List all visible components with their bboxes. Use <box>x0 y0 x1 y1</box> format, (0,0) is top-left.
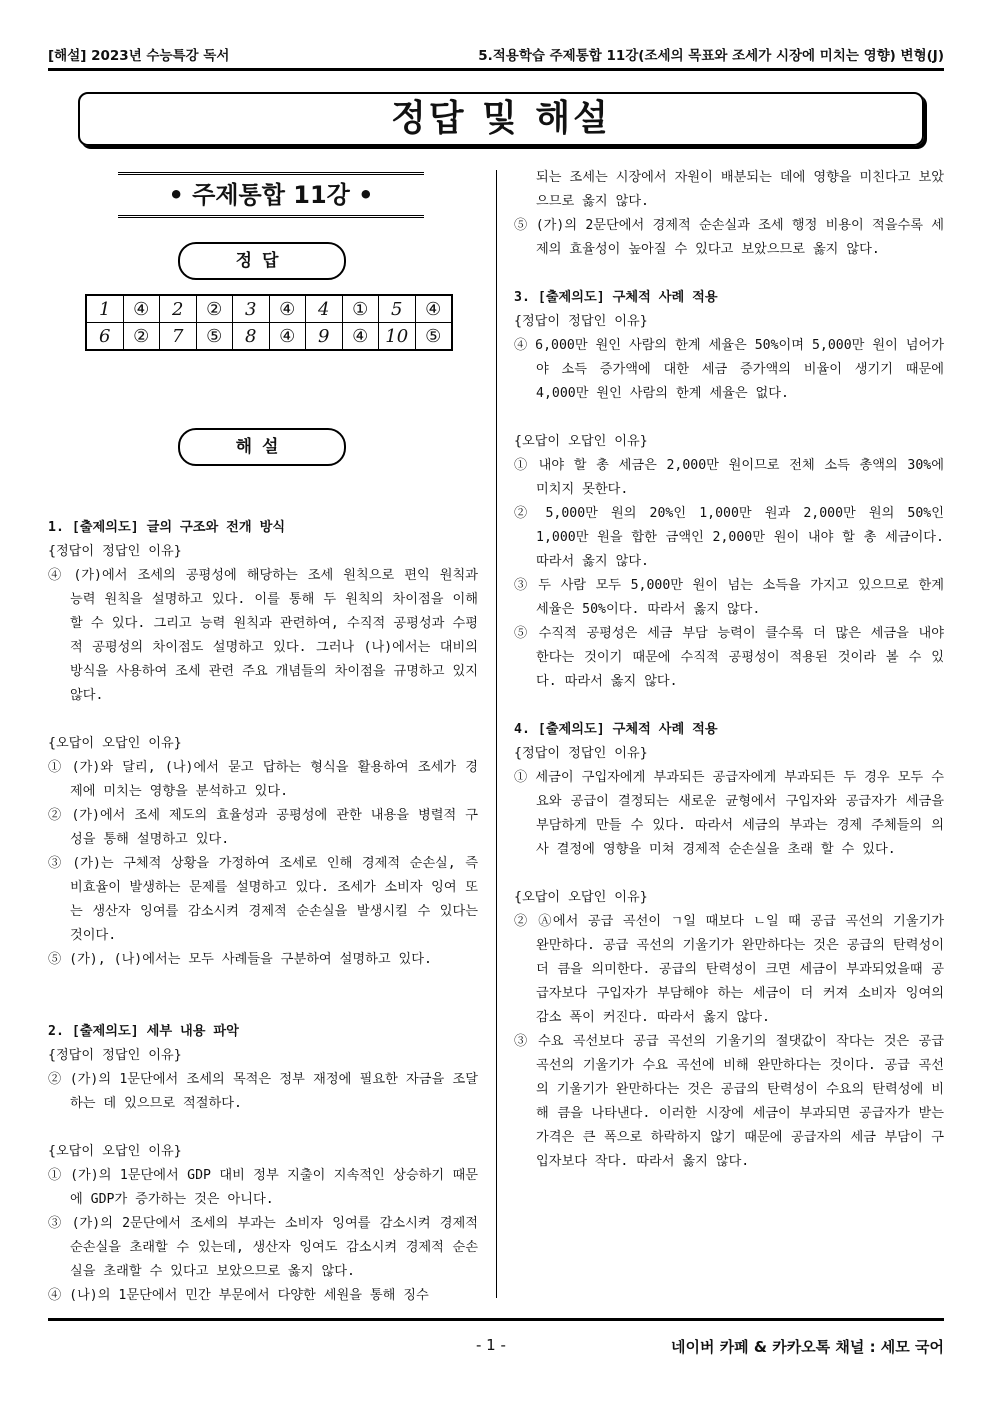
q1-wrong-2: ② (가)에서 조세 제도의 효율성과 공평성에 관한 내용을 병렬적 구성을 통해 설명하고 있다. <box>48 808 478 847</box>
unit-title: • 주제통합 11강 • <box>168 181 374 209</box>
q2-correct-label: {정답이 정답인 이유} <box>48 1048 182 1063</box>
q3-wrong-label: {오답이 오답인 이유} <box>514 434 648 449</box>
page-header <box>48 44 944 66</box>
answer-choice: ④ <box>123 295 160 323</box>
left-column <box>48 516 478 1308</box>
q3-wrong-5: ⑤ 수직적 공평성은 세금 부담 능력이 클수록 더 많은 세금을 내야 한다는 것이기 때문에 수직적 공평성이 적용된 것이라 볼 수 있다. 따라서 옳지 않다. <box>514 626 944 689</box>
q2-correct-text: ② (가)의 1문단에서 조세의 목적은 정부 재정에 필요한 자금을 조달하는 데 있으므로 적절하다. <box>48 1072 478 1111</box>
q1-correct-text: ④ (가)에서 조세의 공평성에 해당하는 조세 원칙으로 편익 원칙과 능력 원칙을 설명하고 있다. 이를 통해 두 원칙의 차이점을 이해할 수 있다. 그리고 능력 원칙과 관련하여, 수직적 공평성과 수평적 공평성의 차이점도 설명하고 있다. 그러나 (나)에서는 대비의 방식을 사용하여 조세 관련 주요 개념들의 차이점을 규명하고 있지 않다. <box>48 568 478 703</box>
answer-choice: ② <box>123 323 160 351</box>
q2-wrong-4-cont: 되는 조세는 시장에서 자원이 배분되는 데에 영향을 미친다고 보았으므로 옳지 않다. <box>536 170 944 209</box>
commentary-pill: 해설 <box>178 428 346 466</box>
q1-correct-label: {정답이 정답인 이유} <box>48 544 182 559</box>
q1-wrong-5: ⑤ (가), (나)에서는 모두 사례들을 구분하여 설명하고 있다. <box>48 952 432 967</box>
footer-brand: 네이버 카페 & 카카오톡 채널 : 세모 국어 <box>671 1338 944 1356</box>
answer-num: 8 <box>233 323 270 351</box>
q4-heading: 4. [출제의도] 구체적 사례 적용 <box>514 722 718 737</box>
q4-wrong-2: ② Ⓐ에서 공급 곡선이 ㄱ일 때보다 ㄴ일 때 공급 곡선의 기울기가 완만하다. 공급 곡선의 기울기가 완만하다는 것은 공급의 탄력성이 더 큼을 의미한다. 공급의 탄력성이 크면 세금이 부과되었을때 공급자보다 구입자가 부담해야 하는 세금이 더 커져 소비자 잉여의 감소 폭이 커진다. 따라서 옳지 않다. <box>514 914 944 1025</box>
q4-correct-label: {정답이 정답인 이유} <box>514 746 648 761</box>
answer-num: 1 <box>86 295 123 323</box>
answer-pill: 정답 <box>178 242 346 280</box>
header-rule <box>48 68 944 71</box>
q2-heading: 2. [출제의도] 세부 내용 파악 <box>48 1024 239 1039</box>
q3-correct-text: ④ 6,000만 원인 사람의 한계 세율은 50%이며 5,000만 원이 넘어가야 소득 증가액에 대한 세금 증가액의 비율이 생기기 때문에 4,000만 원인 사람의 한계 세율은 없다. <box>514 338 944 401</box>
q3-wrong-2: ② 5,000만 원의 20%인 1,000만 원과 2,000만 원의 50%인 1,000만 원을 합한 금액인 2,000만 원이 내야 할 총 세금이다. 따라서 옳지 않다. <box>514 506 944 569</box>
page-title: 정답 및 해설 <box>78 92 924 146</box>
q3-wrong-1: ① 내야 할 총 세금은 2,000만 원이므로 전체 소득 총액의 30%에 미치지 못한다. <box>514 458 944 497</box>
page-number: - 1 - <box>476 1336 506 1354</box>
answer-choice: ④ <box>269 323 306 351</box>
q1-wrong-label: {오답이 오답인 이유} <box>48 736 182 751</box>
q2-wrong-4: ④ (나)의 1문단에서 민간 부문에서 다양한 세원을 통해 징수 <box>48 1288 429 1303</box>
answer-row <box>86 295 452 323</box>
answer-num: 4 <box>306 295 343 323</box>
answer-choice: ① <box>342 295 379 323</box>
q2-wrong-5: ⑤ (가)의 2문단에서 경제적 순손실과 조세 행정 비용이 적을수록 세제의 효율성이 높아질 수 있다고 보았으므로 옳지 않다. <box>514 218 944 257</box>
answer-choice: ④ <box>342 323 379 351</box>
answer-choice: ④ <box>415 295 452 323</box>
answer-num: 5 <box>379 295 416 323</box>
right-column <box>514 166 944 1174</box>
column-divider <box>496 170 497 1298</box>
answer-num: 2 <box>160 295 197 323</box>
header-left: [해설] 2023년 수능특강 독서 <box>48 48 230 64</box>
q1-wrong-3: ③ (가)는 구체적 상황을 가정하여 조세로 인해 경제적 순손실, 즉 비효율이 발생하는 문제를 설명하고 있다. 조세가 소비자 잉여 또는 생산자 잉여를 감소시켜 경제적 순손실을 발생시킬 수 있다는 것이다. <box>48 856 478 943</box>
q3-correct-label: {정답이 정답인 이유} <box>514 314 648 329</box>
q1-wrong-1: ① (가)와 달리, (나)에서 묻고 답하는 형식을 활용하여 조세가 경제에 미치는 영향을 분석하고 있다. <box>48 760 478 799</box>
q4-wrong-3: ③ 수요 곡선보다 공급 곡선의 기울기의 절댓값이 작다는 것은 공급 곡선의 기울기가 수요 곡선에 비해 완만하다는 것이다. 공급 곡선의 기울기가 완만하다는 것은 공급의 탄력성이 수요의 탄력성에 비해 큼을 나타낸다. 이러한 시장에 세금이 부과되면 공급자가 받는 가격은 큰 폭으로 하락하지 않기 때문에 공급자의 세금 부담이 구입자보다 작다. 따라서 옳지 않다. <box>514 1034 944 1169</box>
answer-num: 6 <box>86 323 123 351</box>
answer-choice: ⑤ <box>196 323 233 351</box>
unit-title-box <box>118 172 424 218</box>
answer-choice: ⑤ <box>415 323 452 351</box>
q3-wrong-3: ③ 두 사람 모두 5,000만 원이 넘는 소득을 가지고 있으므로 한계 세율은 50%이다. 따라서 옳지 않다. <box>514 578 944 617</box>
answer-choice: ④ <box>269 295 306 323</box>
q4-correct-text: ① 세금이 구입자에게 부과되든 공급자에게 부과되든 두 경우 모두 수요와 공급이 결정되는 새로운 균형에서 구입자와 공급자가 세금을 부담하게 만들 수 있다. 따라서 세금의 부과는 경제 주체들의 의사 결정에 영향을 미쳐 경제적 순손실을 초래 할 수 있다. <box>514 770 944 857</box>
answer-num: 9 <box>306 323 343 351</box>
header-right: 5.적용학습 주제통합 11강(조세의 목표와 조세가 시장에 미치는 영향) 변형(J) <box>478 48 944 64</box>
q3-heading: 3. [출제의도] 구체적 사례 적용 <box>514 290 718 305</box>
answer-table <box>85 294 453 351</box>
answer-num: 3 <box>233 295 270 323</box>
answer-num: 10 <box>379 323 416 351</box>
q1-heading: 1. [출제의도] 글의 구조와 전개 방식 <box>48 520 286 535</box>
q4-wrong-label: {오답이 오답인 이유} <box>514 890 648 905</box>
q2-wrong-label: {오답이 오답인 이유} <box>48 1144 182 1159</box>
answer-num: 7 <box>160 323 197 351</box>
q2-wrong-3: ③ (가)의 2문단에서 조세의 부과는 소비자 잉여를 감소시켜 경제적 순손실을 초래할 수 있는데, 생산자 잉여도 감소시켜 경제적 순손실을 초래할 수 있다고 보았으므로 옳지 않다. <box>48 1216 478 1279</box>
footer-rule <box>48 1318 944 1321</box>
answer-row <box>86 323 452 351</box>
answer-choice: ② <box>196 295 233 323</box>
q2-wrong-1: ① (가)의 1문단에서 GDP 대비 정부 지출이 지속적인 상승하기 때문에 GDP가 증가하는 것은 아니다. <box>48 1168 478 1207</box>
